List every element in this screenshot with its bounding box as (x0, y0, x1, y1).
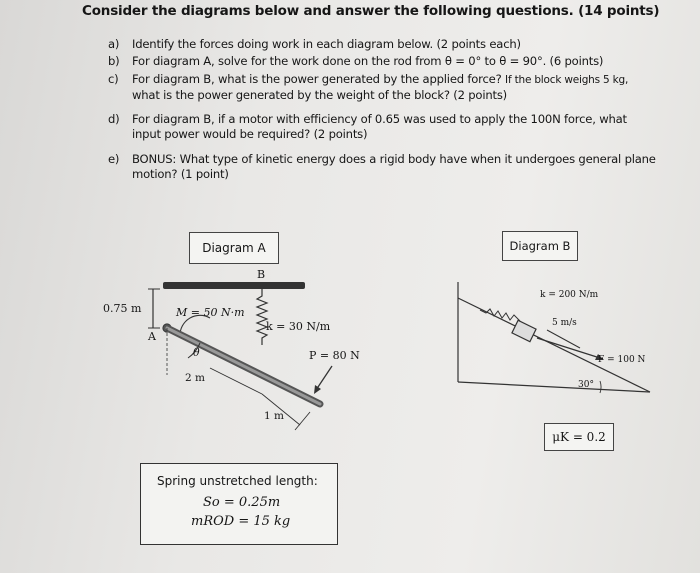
point-b-label: B (257, 268, 266, 281)
question-e-label: e) (108, 152, 120, 166)
rod-mass-value: mROD = 15 kg (191, 514, 291, 529)
incline-angle-label: 30° (578, 380, 594, 390)
question-d-label: d) (108, 112, 120, 126)
question-e-line1: BONUS: What type of kinetic energy does a rigid body have when it undergoes general plane (132, 152, 656, 166)
point-a-label: A (148, 330, 156, 343)
question-c-line1b: If the block weighs 5 kg, (505, 74, 629, 86)
question-d-line1: For diagram B, if a motor with efficiency of 0.65 was used to apply the 100N force, what (132, 112, 627, 126)
spring-s0-value: So = 0.25m (203, 495, 281, 510)
force-p-label: P = 80 N (309, 349, 360, 362)
length-2m-label: 2 m (185, 372, 205, 384)
diagram-b-label-box: Diagram B (502, 231, 578, 261)
length-1m-label: 1 m (264, 410, 284, 422)
question-c-line1: For diagram B, what is the power generated by the applied force? (132, 72, 502, 86)
spring-info-title: Spring unstretched length: (157, 474, 318, 488)
friction-coefficient-box: μK = 0.2 (544, 423, 614, 451)
question-a-label: a) (108, 37, 120, 51)
page-title: Consider the diagrams below and answer the following questions. (14 points) (82, 3, 660, 19)
speed-label: 5 m/s (552, 318, 577, 328)
question-b-text: For diagram A, solve for the work done on the rod from θ = 0° to θ = 90°. (6 points) (132, 54, 604, 68)
question-c-label: c) (108, 72, 119, 86)
question-e-line2: motion? (1 point) (132, 167, 229, 181)
angle-theta-label: θ (193, 346, 200, 359)
force-f-label: F = 100 N (598, 355, 646, 365)
question-d-line2: input power would be required? (2 points) (132, 127, 368, 141)
spring-a-label: k = 30 N/m (266, 320, 331, 333)
height-label: 0.75 m (103, 302, 142, 315)
diagram-a-label-box: Diagram A (189, 232, 279, 264)
question-a-text: Identify the forces doing work in each diagram below. (2 points each) (132, 37, 521, 51)
question-b-label: b) (108, 54, 120, 68)
question-c-line2: what is the power generated by the weight of the block? (2 points) (132, 88, 507, 102)
spring-b-label: k = 200 N/m (540, 290, 599, 300)
moment-label: M = 50 N·m (176, 306, 245, 319)
